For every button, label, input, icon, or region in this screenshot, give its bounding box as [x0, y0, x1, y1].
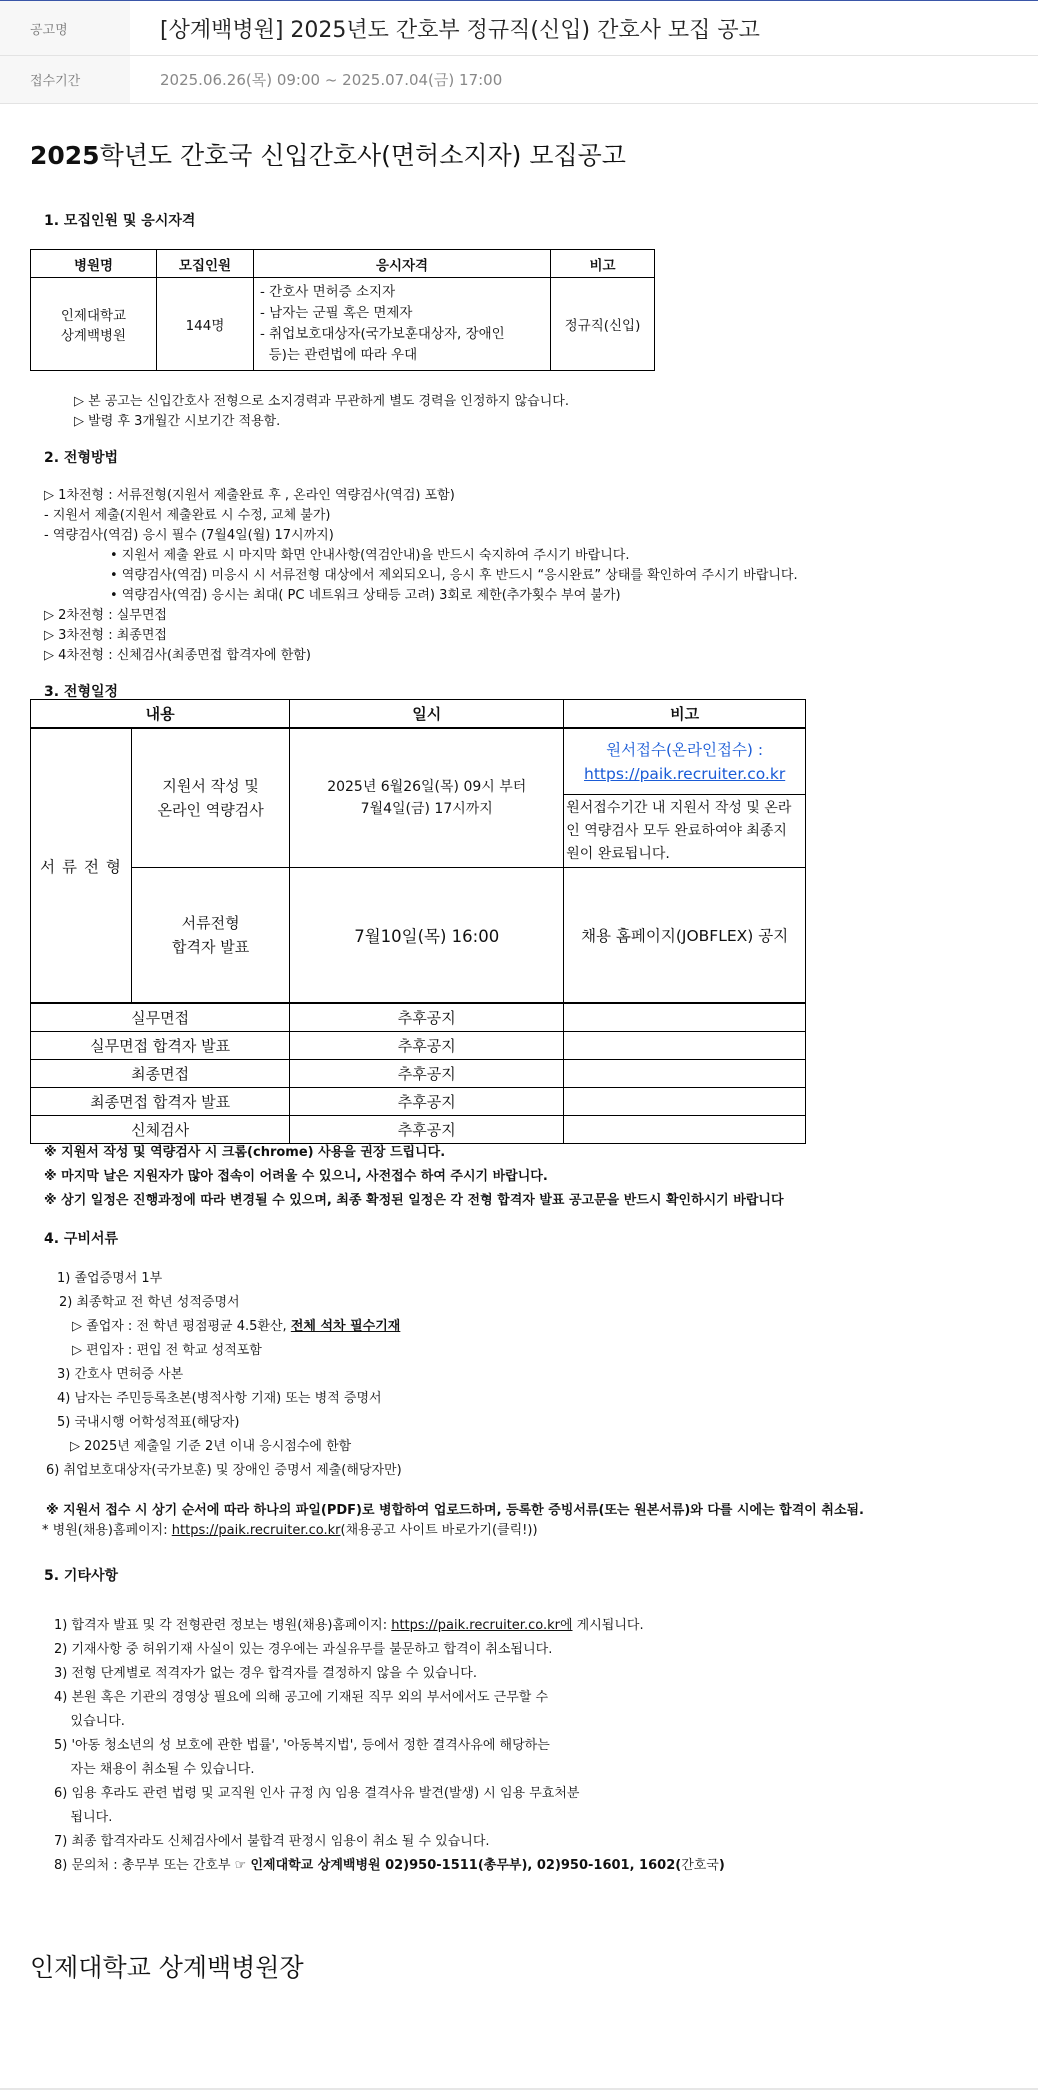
- section-4-title: 4. 구비서류: [44, 1231, 119, 1247]
- application-completion-note: 원서접수기간 내 지원서 작성 및 온라 인 역량검사 모두 완료하여야 최종지 원이 완료됩니다.: [564, 795, 806, 868]
- position-type: 정규직(신입): [551, 278, 655, 371]
- section-5-title: 5. 기타사항: [44, 1568, 119, 1584]
- th-qualification: 응시자격: [254, 250, 551, 278]
- notice-title-row: [0, 1, 1038, 56]
- table-row: 최종면접 추후공지: [31, 1060, 806, 1088]
- recruiter-link[interactable]: https://paik.recruiter.co.kr: [584, 764, 786, 783]
- s5-item-4b: 있습니다.: [54, 1714, 125, 1729]
- section-3-title: 3. 전형일정: [44, 684, 119, 700]
- s4-item-2b: ▷ 편입자 : 편입 전 학교 성적포함: [72, 1343, 262, 1358]
- application-period-row: [0, 56, 1038, 104]
- s2-line-6: ▷ 4차전형 : 신체검사(최종면접 합격자에 한함): [44, 648, 311, 663]
- screening-result-note: 채용 홈페이지(JOBFLEX) 공지: [564, 868, 806, 1004]
- issuer-signature: 인제대학교 상계백병원장: [30, 1953, 304, 1982]
- application-period-label: 접수기간: [0, 56, 130, 103]
- heading-text: 학년도 간호국 신입간호사(면허소지자) 모집공고: [99, 141, 626, 170]
- document-heading: [30, 136, 626, 172]
- recruit-count: 144명: [157, 278, 254, 371]
- homepage-link[interactable]: https://paik.recruiter.co.kr: [171, 1523, 341, 1538]
- s5-item-5a: 5) '아동 청소년의 성 보호에 관한 법률', '아동복지법', 등에서 정한 결격사유에 해당하는: [54, 1738, 550, 1753]
- th-note: 비고: [551, 250, 655, 278]
- notice-title-label: 공고명: [0, 1, 130, 55]
- table-row: 실무면접 합격자 발표 추후공지: [31, 1032, 806, 1060]
- th-content: 내용: [31, 700, 290, 729]
- table-row: [31, 868, 806, 1004]
- s2-line-5: ▷ 3차전형 : 최종면접: [44, 628, 167, 643]
- s2-line-3: - 역량검사(역검) 응시 필수 (7월4일(월) 17시까지): [44, 528, 334, 543]
- s4-item-6: 6) 취업보호대상자(국가보훈) 및 장애인 증명서 제출(해당자만): [46, 1463, 402, 1478]
- s4-item-2: 2) 최종학교 전 학년 성적증명서: [59, 1295, 240, 1310]
- table-row: 실무면접 추후공지: [31, 1003, 806, 1032]
- heading-year: 2025: [30, 141, 100, 170]
- schedule-table: [30, 699, 806, 1144]
- th-hospital: 병원명: [31, 250, 157, 278]
- s5-item-3: 3) 전형 단계별로 적격자가 없는 경우 합격자를 결정하지 않을 수 있습니다.: [54, 1666, 477, 1681]
- th-remark: 비고: [564, 700, 806, 729]
- qualification-list: - 간호사 면허증 소지자 - 남자는 군필 혹은 면제자 - 취업보호대상자(국가보훈대상자, 장애인 등)는 관련법에 따라 우대: [254, 278, 551, 371]
- s5-item-6b: 됩니다.: [54, 1810, 113, 1825]
- application-period: 2025.06.26(목) 09:00 ~ 2025.07.04(금) 17:00: [160, 71, 503, 89]
- application-date: 2025년 6월26일(목) 09시 부터 7월4일(금) 17시까지: [290, 728, 564, 868]
- screening-result-step: 서류전형 합격자 발표: [132, 868, 290, 1004]
- s5-item-1: 1) 합격자 발표 및 각 전형관련 정보는 병원(채용)홈페이지: https://paik.recruiter.co.kr에 게시됩니다.: [54, 1618, 644, 1633]
- s5-item-5b: 자는 채용이 취소될 수 있습니다.: [54, 1762, 255, 1777]
- s3-note-1: ※ 지원서 작성 및 역량검사 시 크롬(chrome) 사용을 권장 드립니다.: [44, 1145, 446, 1160]
- document-screening-group: 서 류 전 형: [31, 728, 132, 1003]
- s5-item-4a: 4) 본원 혹은 기관의 경영상 필요에 의해 공고에 기재된 직무 외의 부서에서도 근무할 수: [54, 1690, 549, 1705]
- s5-item-7: 7) 최종 합격자라도 신체검사에서 불합격 판정시 임용이 취소 될 수 있습니다.: [54, 1834, 490, 1849]
- table-header-row: [31, 250, 655, 278]
- s5-item-6a: 6) 임용 후라도 관련 법령 및 교직원 인사 규정 內 임용 결격사유 발견(발생) 시 임용 무효처분: [54, 1786, 580, 1801]
- online-application-note: 원서접수(온라인접수) : https://paik.recruiter.co.kr: [564, 728, 806, 795]
- s1-note-1: ▷ 본 공고는 신입간호사 전형으로 소지경력과 무관하게 별도 경력을 인정하지 않습니다.: [74, 394, 569, 409]
- s4-note-1: ※ 지원서 접수 시 상기 순서에 따라 하나의 파일(PDF)로 병합하여 업로드하며, 등록한 증빙서류(또는 원본서류)와 다를 시에는 합격이 취소됨.: [46, 1503, 864, 1518]
- s4-note-2: * 병원(채용)홈페이지: https://paik.recruiter.co.kr(채용공고 사이트 바로가기(클릭!)): [42, 1523, 538, 1538]
- s4-item-5a: ▷ 2025년 제출일 기준 2년 이내 응시점수에 한함: [70, 1439, 352, 1454]
- screening-result-date: 7월10일(목) 16:00: [290, 868, 564, 1004]
- s2-line-4: ▷ 2차전형 : 실무면접: [44, 608, 167, 623]
- s5-item-8: 8) 문의처 : 총무부 또는 간호부 ☞ 인제대학교 상계백병원 02)950-1511(총무부), 02)950-1601, 1602(간호국): [54, 1858, 725, 1873]
- s2-bullet-1: • 지원서 제출 완료 시 마지막 화면 안내사항(역검안내)을 반드시 숙지하여 주시기 바랍니다.: [110, 548, 630, 563]
- s4-item-3: 3) 간호사 면허증 사본: [57, 1367, 184, 1382]
- table-header-row: [31, 700, 806, 729]
- s2-bullet-2: • 역량검사(역검) 미응시 시 서류전형 대상에서 제외되오니, 응시 후 반드시 “응시완료” 상태를 확인하여 주시기 바랍니다.: [110, 568, 798, 583]
- s4-item-1: 1) 졸업증명서 1부: [57, 1271, 163, 1286]
- table-row: 신체검사 추후공지: [31, 1116, 806, 1144]
- result-homepage-link[interactable]: https://paik.recruiter.co.kr에: [391, 1618, 573, 1633]
- th-count: 모집인원: [157, 250, 254, 278]
- table-row: [31, 728, 806, 795]
- s3-note-2: ※ 마지막 날은 지원자가 많아 접속이 어려울 수 있으니, 사전접수 하여 주시기 바랍니다.: [44, 1169, 548, 1184]
- s3-note-3: ※ 상기 일정은 진행과정에 따라 변경될 수 있으며, 최종 확정된 일정은 각 전형 합격자 발표 공고문을 반드시 확인하시기 바랍니다: [44, 1193, 784, 1208]
- hospital-name: 인제대학교 상계백병원: [31, 278, 157, 371]
- s4-item-5: 5) 국내시행 어학성적표(해당자): [57, 1415, 240, 1430]
- notice-title: [상계백병원] 2025년도 간호부 정규직(신입) 간호사 모집 공고: [160, 17, 760, 43]
- s2-line-1: ▷ 1차전형 : 서류전형(지원서 제출완료 후 , 온라인 역량검사(역검) 포함): [44, 488, 455, 503]
- table-row: [31, 278, 655, 371]
- table-row: 최종면접 합격자 발표 추후공지: [31, 1088, 806, 1116]
- section-2-title: 2. 전형방법: [44, 450, 119, 466]
- s5-item-2: 2) 기재사항 중 허위기재 사실이 있는 경우에는 과실유무를 불문하고 합격이 취소됩니다.: [54, 1642, 553, 1657]
- s4-item-2a: ▷ 졸업자 : 전 학년 평점평균 4.5환산, 전체 석차 필수기재: [72, 1319, 401, 1334]
- s2-bullet-3: • 역량검사(역검) 응시는 최대( PC 네트워크 상태등 고려) 3회로 제한(추가횟수 부여 불가): [110, 588, 621, 603]
- application-step: 지원서 작성 및 온라인 역량검사: [132, 728, 290, 868]
- recruitment-table: [30, 249, 655, 371]
- s1-note-2: ▷ 발령 후 3개월간 시보기간 적용함.: [74, 414, 281, 429]
- section-1-title: 1. 모집인원 및 응시자격: [44, 213, 196, 229]
- s2-line-2: - 지원서 제출(지원서 제출완료 시 수정, 교체 불가): [44, 508, 331, 523]
- th-datetime: 일시: [290, 700, 564, 729]
- s4-item-4: 4) 남자는 주민등록초본(병적사항 기재) 또는 병적 증명서: [57, 1391, 382, 1406]
